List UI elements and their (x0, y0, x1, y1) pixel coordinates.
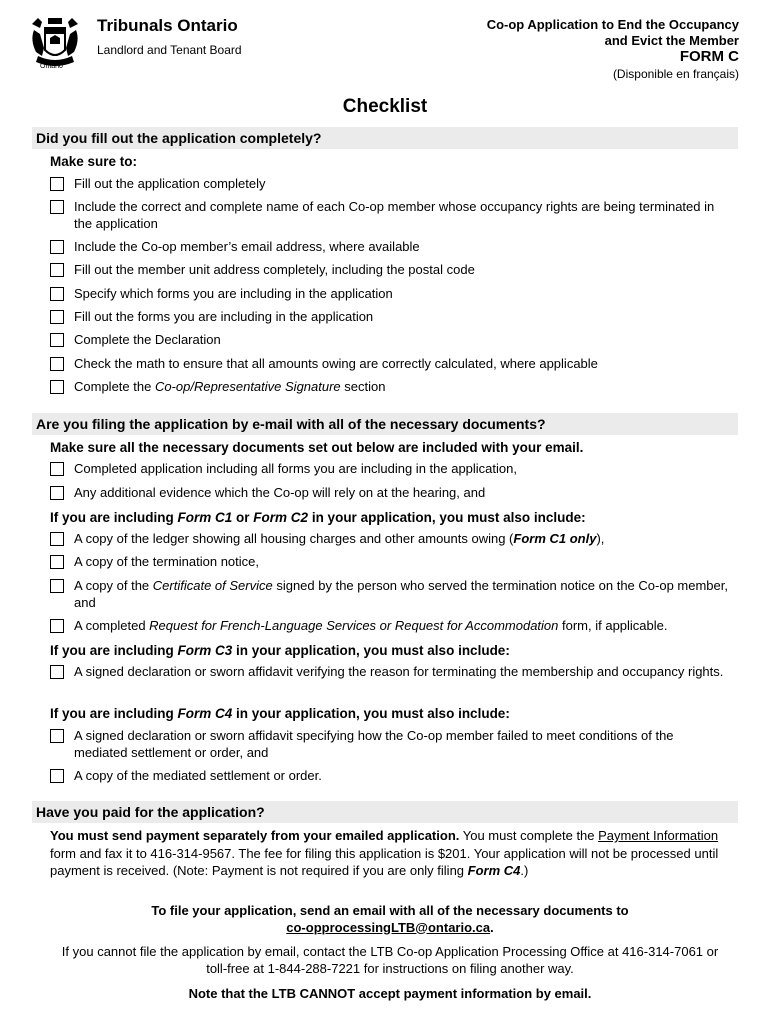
checklist-item: A copy of the mediated settlement or order. (50, 768, 730, 785)
checkbox[interactable] (50, 532, 64, 546)
document-title-block (487, 17, 739, 82)
checkbox[interactable] (50, 486, 64, 500)
email-instruction: To file your application, send an email with all of the necessary documents to co-opprocessingLTB@ontario.ca. (151, 903, 629, 935)
checklist-item: Complete the Co-op/Representative Signature section (50, 379, 730, 396)
checklist-item: Fill out the application completely (50, 176, 730, 193)
checklist-item: A signed declaration or sworn affidavit specifying how the Co-op member failed to meet conditions of the mediated settlement or order, and (50, 728, 730, 761)
checkbox[interactable] (50, 357, 64, 371)
logo-wordmark: Ontario (40, 63, 63, 70)
form-c3-subhead: If you are including Form C3 in your application, you must also include: (50, 643, 510, 658)
checkbox[interactable] (50, 619, 64, 633)
checkbox[interactable] (50, 665, 64, 679)
alternate-contact-info: If you cannot file the application by email, contact the LTB Co-op Application Processing Office at 416-314-7061 or toll-free at 1-844-288-7221 for instructions on filing another way. (61, 944, 719, 976)
checklist-item: A signed declaration or sworn affidavit verifying the reason for terminating the membership and occupancy rights. (50, 664, 730, 681)
checkbox[interactable] (50, 177, 64, 191)
checkbox[interactable] (50, 333, 64, 347)
checkbox[interactable] (50, 380, 64, 394)
checklist-item: Any additional evidence which the Co-op will rely on at the hearing, and (50, 485, 730, 502)
checkbox[interactable] (50, 287, 64, 301)
checkbox[interactable] (50, 200, 64, 214)
checklist-item: Completed application including all forms you are including in the application, (50, 461, 730, 478)
section-heading-email-filing: Are you filing the application by e-mail with all of the necessary documents? (32, 413, 738, 435)
page-header (0, 0, 770, 100)
section-heading-payment: Have you paid for the application? (32, 801, 738, 823)
organization-name: Tribunals Ontario (97, 16, 238, 35)
checkbox[interactable] (50, 263, 64, 277)
page-title: Checklist (342, 96, 428, 117)
checklist-item: Check the math to ensure that all amounts owing are correctly calculated, where applicable (50, 356, 730, 373)
payment-paragraph: You must send payment separately from your emailed application. You must complete the Payment Information form and fax it to 416-314-9567. The fee for filing this application is $201. Your application will not be processed until payment is received. (Note: Payment is not required if you are only filing Form C4.) (50, 828, 719, 878)
checklist-item: A copy of the termination notice, (50, 554, 730, 571)
checklist-item: Fill out the forms you are including in the application (50, 309, 730, 326)
french-availability-note: (Disponible en français) (612, 67, 739, 81)
checkbox[interactable] (50, 579, 64, 593)
checklist-item: Include the correct and complete name of each Co-op member whose occupancy rights are being terminated in the application (50, 199, 730, 232)
checkbox[interactable] (50, 729, 64, 743)
document-title-line-2: and Evict the Member (604, 33, 739, 48)
checklist-item: Include the Co-op member’s email address, where available (50, 239, 730, 256)
checklist-item: Specify which forms you are including in the application (50, 286, 730, 303)
checkbox[interactable] (50, 462, 64, 476)
checklist-item: A copy of the ledger showing all housing charges and other amounts owing (Form C1 only), (50, 531, 730, 548)
checklist-item: Complete the Declaration (50, 332, 730, 349)
section2-subhead: Make sure all the necessary documents set out below are included with your email. (50, 440, 584, 455)
document-title-line-1: Co-op Application to End the Occupancy (486, 17, 739, 32)
checkbox[interactable] (50, 310, 64, 324)
checkbox[interactable] (50, 555, 64, 569)
checklist-item: Fill out the member unit address completely, including the postal code (50, 262, 730, 279)
section-heading-completeness: Did you fill out the application completely? (32, 127, 738, 149)
organization-subtitle: Landlord and Tenant Board (97, 43, 242, 57)
checkbox[interactable] (50, 240, 64, 254)
payment-information-link[interactable]: Payment Information (598, 828, 719, 843)
checklist-item: A completed Request for French-Language Services or Request for Accommodation form, if applicable. (50, 618, 730, 635)
form-c1-c2-subhead: If you are including Form C1 or Form C2 in your application, you must also include: (50, 510, 586, 525)
payment-email-warning: Note that the LTB CANNOT accept payment information by email. (188, 986, 592, 1001)
form-label: FORM C (679, 48, 739, 65)
checkbox[interactable] (50, 769, 64, 783)
section1-subhead: Make sure to: (50, 154, 138, 169)
email-link[interactable]: co-opprocessingLTB@ontario.ca (286, 919, 491, 935)
checklist-item: A copy of the Certificate of Service signed by the person who served the termination notice on the Co-op member, and (50, 578, 730, 611)
form-c4-subhead: If you are including Form C4 in your application, you must also include: (50, 706, 510, 721)
